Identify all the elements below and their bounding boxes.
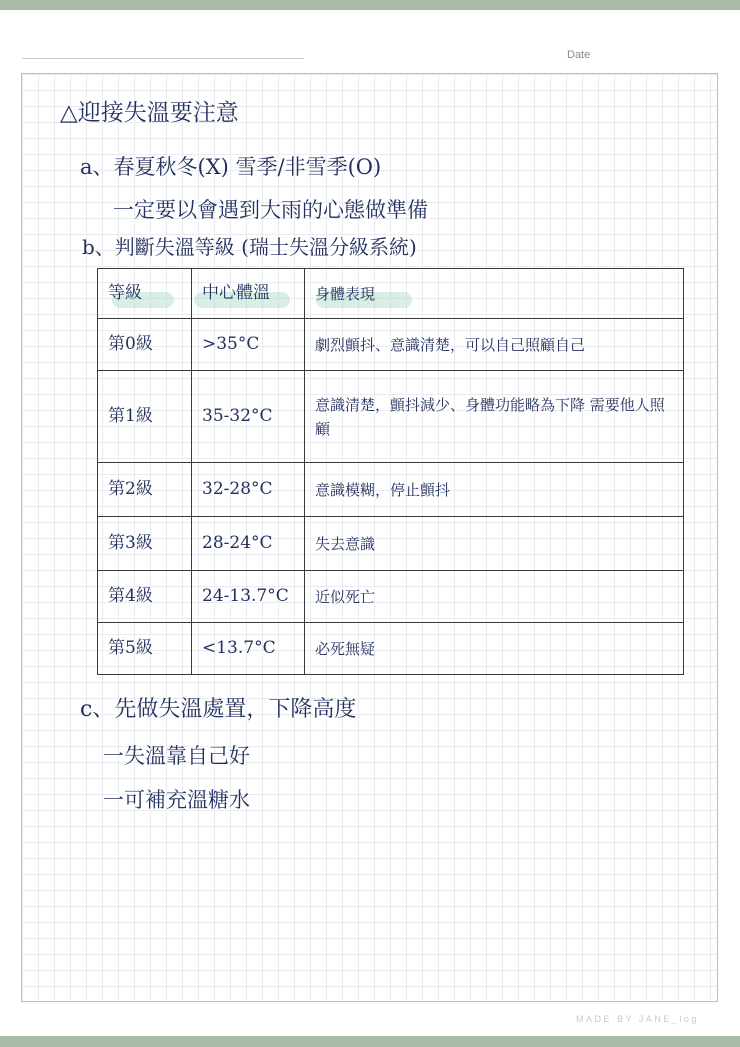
table-row: [98, 371, 684, 463]
table-cell: 第3級: [98, 517, 192, 571]
note-item-a: a、春夏秋冬(X) 雪季/非雪季(O): [80, 155, 382, 179]
table-row: [98, 571, 684, 623]
table-cell: 28-24°C: [192, 517, 305, 571]
bottom-color-band: [0, 1036, 740, 1047]
note-item-b: b、判斷失溫等級 (瑞士失溫分級系統): [82, 235, 417, 259]
table-row: [98, 319, 684, 371]
note-title: △迎接失溫要注意: [60, 100, 239, 126]
table-cell: 意識清楚，顫抖減少、身體功能略為下降 需要他人照顧: [305, 371, 684, 463]
table-cell: 劇烈顫抖、意識清楚，可以自己照顧自己: [305, 319, 684, 371]
date-line: [22, 58, 304, 59]
note-item-c: c、先做失溫處置，下降高度: [80, 697, 357, 722]
table-cell: 第4級: [98, 571, 192, 623]
table-row: [98, 517, 684, 571]
note-item-a-detail: 一定要以會遇到大雨的心態做準備: [113, 198, 428, 222]
table-cell: 第2級: [98, 463, 192, 517]
top-color-band: [0, 0, 740, 10]
table-row: [98, 623, 684, 675]
table-header-cell: 中心體溫: [192, 269, 305, 319]
table-cell: 近似死亡: [305, 571, 684, 623]
table-cell: 必死無疑: [305, 623, 684, 675]
table-cell: 第0級: [98, 319, 192, 371]
hypothermia-grade-table: [97, 268, 684, 675]
brand-watermark: MADE BY JANE_log: [576, 1014, 699, 1024]
note-item-c-detail-1: 一失溫靠自己好: [103, 744, 250, 768]
table-row: [98, 463, 684, 517]
table-cell: 35-32°C: [192, 371, 305, 463]
date-label: Date: [567, 49, 591, 61]
note-item-c-detail-2: 一可補充溫糖水: [103, 788, 250, 812]
table-cell: 32-28°C: [192, 463, 305, 517]
table-cell: 失去意識: [305, 517, 684, 571]
table-cell: >35°C: [192, 319, 305, 371]
table-header-cell: 身體表現: [305, 269, 684, 319]
table-cell: <13.7°C: [192, 623, 305, 675]
table-cell: 意識模糊，停止顫抖: [305, 463, 684, 517]
table-cell: 第1級: [98, 371, 192, 463]
table-cell: 24-13.7°C: [192, 571, 305, 623]
table-cell: 第5級: [98, 623, 192, 675]
table-header-cell: 等級: [98, 269, 192, 319]
table-header-row: [98, 269, 684, 319]
